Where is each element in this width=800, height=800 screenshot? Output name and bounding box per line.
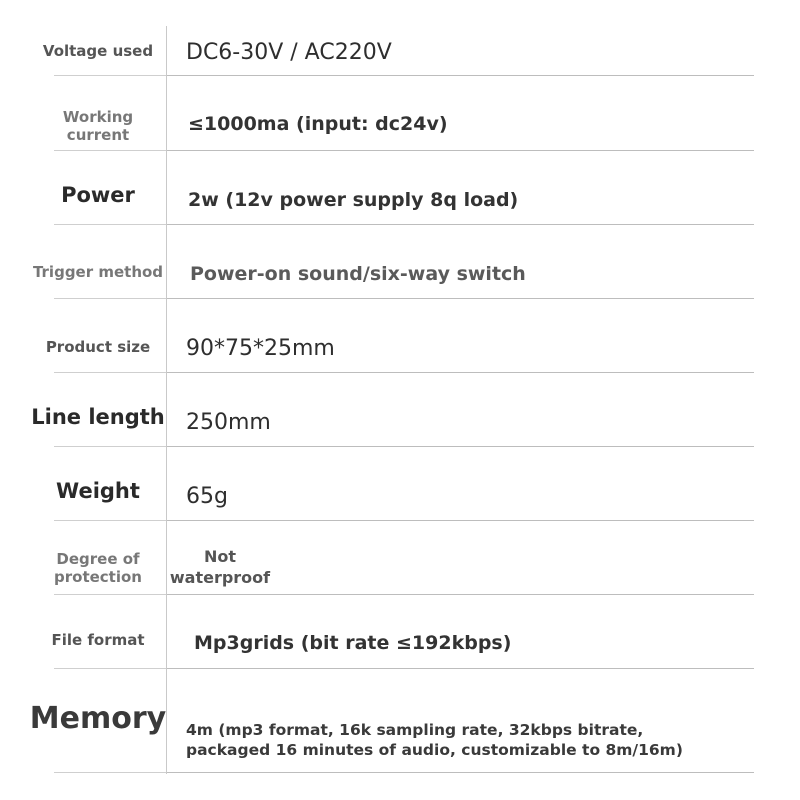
spec-label: Line length — [31, 405, 165, 429]
spec-value: 4m (mp3 format, 16k sampling rate, 32kbps bitrate, packaged 16 minutes of audio, customizable to 8m/16m) — [186, 721, 683, 760]
spec-row-current — [0, 76, 800, 151]
spec-value: 250mm — [186, 410, 271, 435]
spec-label: Weight — [56, 479, 140, 503]
spec-value: 65g — [186, 484, 228, 509]
spec-label: Degree of protection — [54, 550, 142, 586]
spec-label: Memory — [29, 701, 167, 736]
spec-row-line-length — [0, 373, 800, 447]
spec-row-voltage — [0, 26, 800, 76]
spec-row-weight — [0, 447, 800, 521]
spec-row-protection — [0, 521, 800, 595]
spec-row-trigger — [0, 225, 800, 299]
spec-value: DC6-30V / AC220V — [186, 40, 392, 65]
spec-label: Working current — [62, 108, 134, 144]
spec-row-memory — [0, 669, 800, 773]
spec-value: Power-on sound/six-way switch — [190, 263, 526, 285]
spec-value: 90*75*25mm — [186, 336, 335, 361]
spec-value: Not waterproof — [169, 547, 271, 587]
spec-label: Trigger method — [32, 263, 164, 281]
spec-value: ≤1000ma (input: dc24v) — [188, 113, 448, 135]
spec-label: Product size — [45, 338, 151, 356]
spec-label: Voltage used — [42, 42, 154, 60]
spec-row-size — [0, 299, 800, 373]
row-divider — [167, 772, 754, 773]
spec-row-power — [0, 151, 800, 225]
spec-value: 2w (12v power supply 8q load) — [188, 189, 519, 211]
spec-row-file-format — [0, 595, 800, 669]
row-divider — [54, 772, 166, 773]
spec-value: Mp3grids (bit rate ≤192kbps) — [194, 632, 512, 654]
spec-label: Power — [61, 183, 135, 207]
spec-label: File format — [51, 631, 145, 649]
